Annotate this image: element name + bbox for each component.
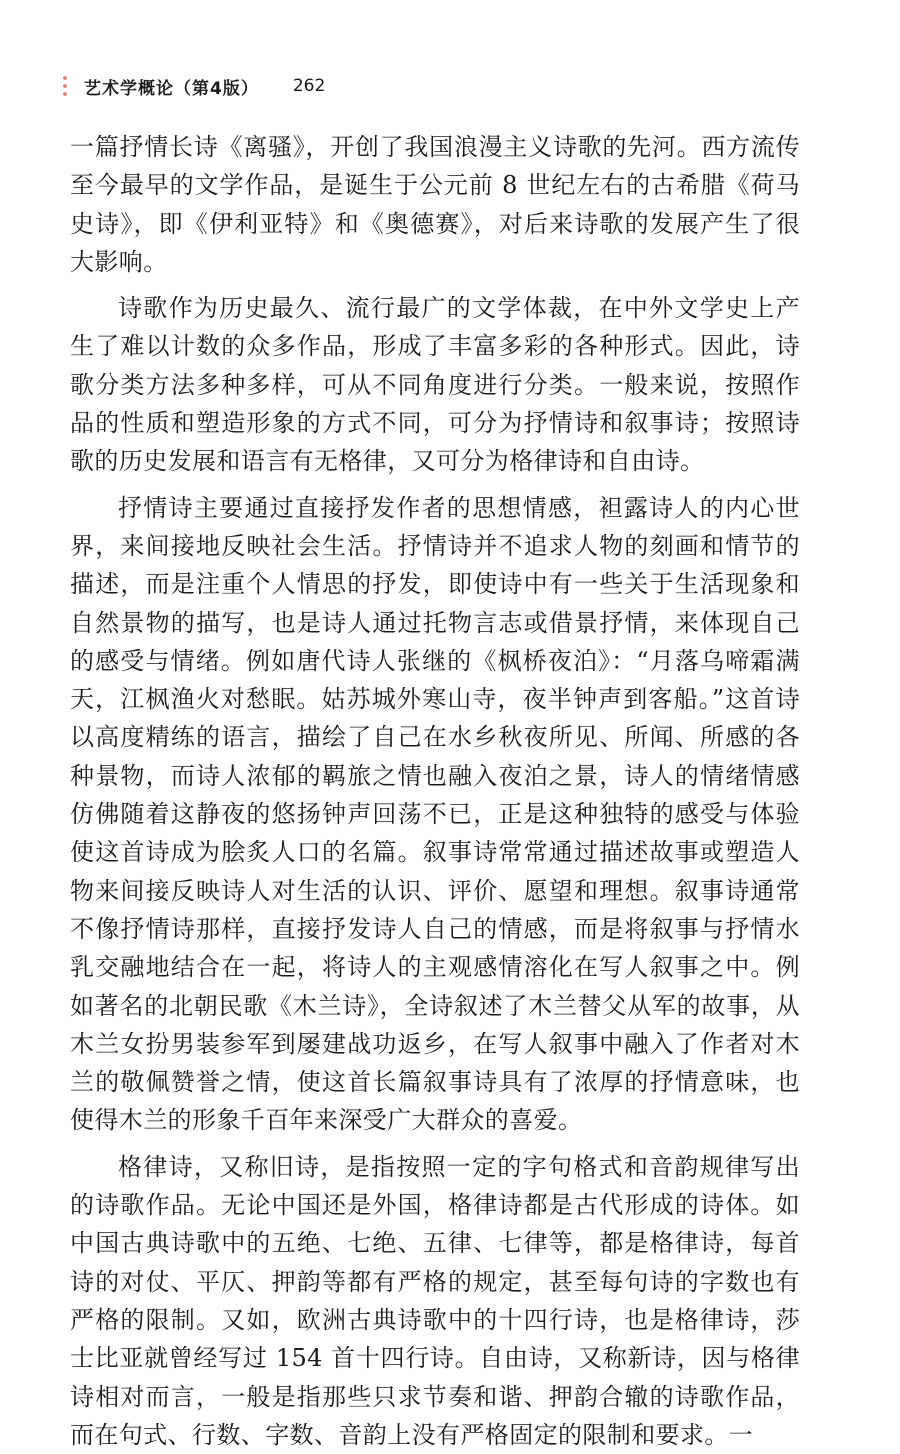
- running-header: [60, 70, 325, 102]
- body-text: [70, 128, 800, 1454]
- paragraph-metrical-free-verse: 格律诗，又称旧诗，是指按照一定的字句格式和音韵规律写出的诗歌作品。无论中国还是外国，格律诗都是古代形成的诗体。如中国古典诗歌中的五绝、七绝、五律、七律等，都是格律诗，每首诗的对仗、平仄、押韵等都有严格的规定，甚至每句诗的字数也有严格的限制。又如，欧洲古典诗歌中的十四行诗，也是格律诗，莎士比亚就曾经写过 154 首十四行诗。自由诗，又称新诗，因与格律诗相对而言，一般是指那些只求节奏和谐、押韵合辙的诗歌作品，而在句式、行数、字数、音韵上没有严格固定的限制和要求。一: [70, 1152, 800, 1449]
- paragraph-lyric-narrative-poetry: 抒情诗主要通过直接抒发作者的思想情感，袒露诗人的内心世界，来间接地反映社会生活。抒情诗并不追求人物的刻画和情节的描述，而是注重个人情思的抒发，即使诗中有一些关于生活现象和自然景物的描写，也是诗人通过托物言志或借景抒情，来体现自己的感受与情绪。例如唐代诗人张继的《枫桥夜泊》：“月落乌啼霜满天，江枫渔火对愁眠。姑苏城外寒山寺，夜半钟声到客船。”这首诗以高度精练的语言，描绘了自己在水乡秋夜所见、所闻、所感的各种景物，而诗人浓郁的羁旅之情也融入夜泊之景，诗人的情绪情感仿佛随着这静夜的悠扬钟声回荡不已，正是这种独特的感受与体验使这首诗成为脍炙人口的名篇。叙事诗常常通过描述故事或塑造人物来间接反映诗人对生活的认识、评价、愿望和理想。叙事诗通常不像抒情诗那样，直接抒发诗人自己的情感，而是将叙事与抒情水乳交融地结合在一起，将诗人的主观感情溶化在写人叙事之中。例如著名的北朝民歌《木兰诗》，全诗叙述了木兰替父从军的故事，从木兰女扮男装参军到屡建战功返乡，在写人叙事中融入了作者对木兰的敬佩赞誉之情，使这首长篇叙事诗具有了浓厚的抒情意味，也使得木兰的形象千百年来深受广大群众的喜爱。: [70, 493, 800, 1135]
- paragraph-continuation: 一篇抒情长诗《离骚》，开创了我国浪漫主义诗歌的先河。西方流传至今最早的文学作品，是诞生于公元前 8 世纪左右的古希腊《荷马史诗》，即《伊利亚特》和《奥德赛》，对后来诗歌的发展产生了很大影响。: [70, 133, 800, 276]
- page-number: 262: [292, 76, 326, 96]
- book-title: 艺术学概论（第4版）: [84, 78, 259, 99]
- paragraph-poetry-classification: 诗歌作为历史最久、流行最广的文学体裁，在中外文学史上产生了难以计数的众多作品，形成了丰富多彩的各种形式。因此，诗歌分类方法多种多样，可从不同角度进行分类。一般来说，按照作品的性质和塑造形象的方式不同，可分为抒情诗和叙事诗；按照诗歌的历史发展和语言有无格律，又可分为格律诗和自由诗。: [70, 294, 800, 476]
- header-ornament-icon: [60, 75, 70, 97]
